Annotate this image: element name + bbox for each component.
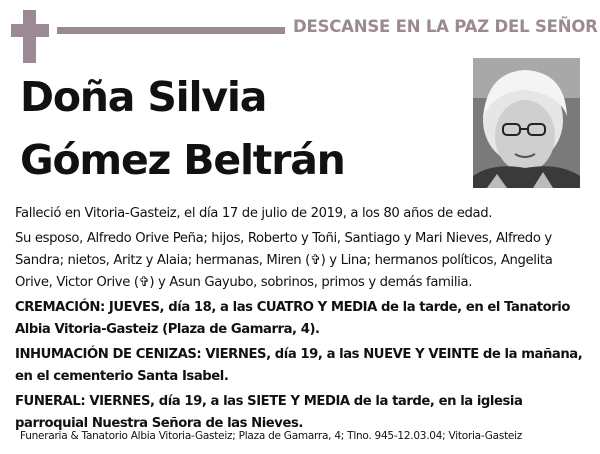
header-tagline: DESCANSE EN LA PAZ DEL SEÑOR bbox=[293, 17, 598, 36]
cross-icon bbox=[11, 10, 49, 63]
family-list: Su esposo, Alfredo Orive Peña; hijos, Roberto y Toñi, Santiago y Mari Nieves, Alfredo y Sandra; nietos, Aritz y Alaia; hermanas, Miren (✞) y Lina; hermanos políticos, Angelita Orive, Victor Orive (✞) y Asun Gayubo, sobrinos, primos y demás familia. bbox=[15, 231, 553, 290]
obituary-body bbox=[15, 203, 585, 438]
portrait-photo bbox=[473, 58, 580, 188]
header-rule bbox=[57, 27, 285, 34]
cremation-notice: CREMACIÓN: JUEVES, día 18, a las CUATRO Y MEDIA de la tarde, en el Tanatorio Albia Vitoria-Gasteiz (Plaza de Gamarra, 4). bbox=[15, 300, 570, 337]
death-notice: Falleció en Vitoria-Gasteiz, el día 17 de julio de 2019, a los 80 años de edad. bbox=[15, 206, 493, 221]
funeral-home-footer: Funeraria & Tanatorio Albia Vitoria-Gasteiz; Plaza de Gamarra, 4; Tlno. 945-12.03.04; Vitoria-Gasteiz bbox=[20, 430, 523, 442]
funeral-notice: FUNERAL: VIERNES, día 19, a las SIETE Y MEDIA de la tarde, en la iglesia parroquial Nuestra Señora de las Nieves. bbox=[15, 394, 523, 431]
deceased-name-line2: Gómez Beltrán bbox=[20, 136, 345, 184]
ashes-burial-notice: INHUMACIÓN DE CENIZAS: VIERNES, día 19, a las NUEVE Y VEINTE de la mañana, en el cementerio Santa Isabel. bbox=[15, 347, 583, 384]
deceased-name-line1: Doña Silvia bbox=[20, 73, 267, 121]
